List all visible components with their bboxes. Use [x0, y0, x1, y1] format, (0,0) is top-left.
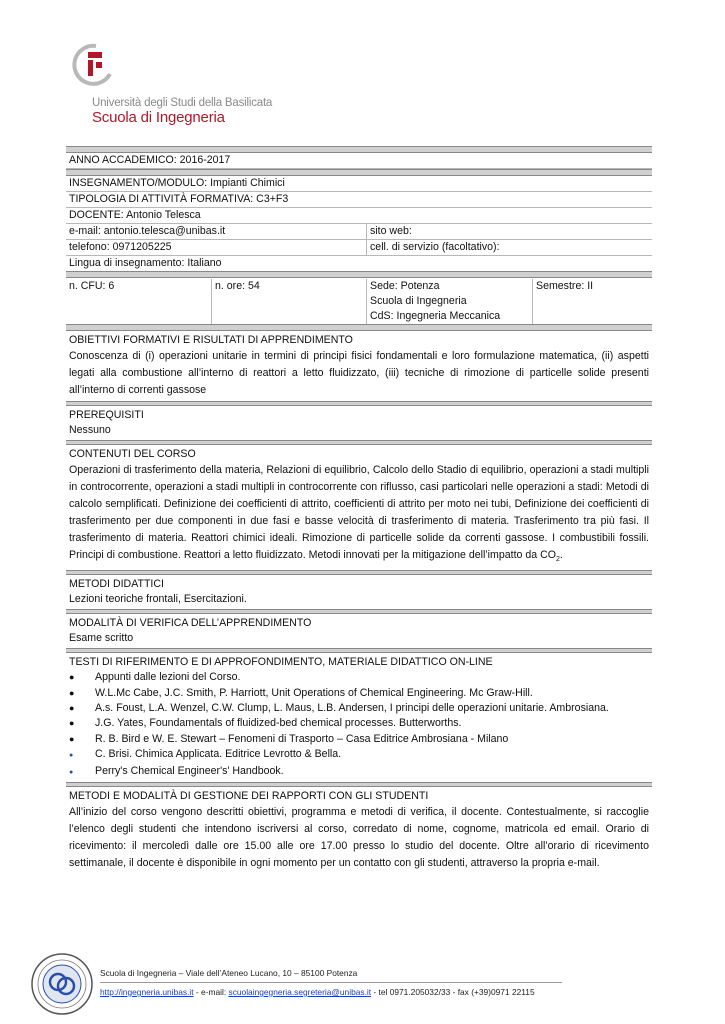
email-label: - e-mail: [193, 987, 229, 997]
course-form [66, 146, 652, 874]
bullet-icon: ● [69, 768, 74, 776]
divider [66, 271, 652, 278]
university-name: Università degli Studi della Basilicata [92, 97, 273, 109]
footer-divider [100, 982, 562, 983]
book-entry: W.L.Mc Cabe, J.C. Smith, P. Harriott, Unit Operations of Chemical Engineering. Mc Graw-Hill. [95, 686, 533, 699]
objectives-section [66, 333, 652, 401]
list-item [69, 670, 652, 685]
list-item [69, 686, 652, 701]
bullet-icon: ● [69, 718, 75, 729]
objectives-title: OBIETTIVI FORMATIVI E RISULTATI DI APPRENDIMENTO [69, 334, 353, 346]
hours-count: n. ore: 54 [211, 279, 366, 324]
contents-end: . [559, 549, 563, 561]
divider [66, 146, 652, 153]
relations-text: All’inizio del corso vengono descritti obiettivi, programma e metodi di verifica, il docente. Contestualmente, si raccoglie l’elenco degli studenti che intendono iscriversi al corso, corredato di nome, cognome, matricola ed email. Orario di ricevimento: il mercoledì dalle ore 15.00 alle ore 17.00 presso lo studio del docente. Oltre all’orario di ricevimento settimanale, il docente è disponibile in ogni momento per un contatto con gli studenti, attraverso la propria e-mail. [69, 805, 649, 869]
school-email-link[interactable]: scuolaingegneria.segreteria@unibas.it [228, 987, 372, 997]
footer-address: Scuola di Ingegneria – Viale dell’Ateneo Lucano, 10 – 85100 Potenza [100, 968, 358, 978]
book-entry: J.G. Yates, Foundamentals of fluidized-bed chemical processes. Butterworths. [95, 717, 462, 730]
list-item [69, 716, 652, 731]
school-website-link[interactable]: http://ingegneria.unibas.it [100, 987, 194, 997]
book-entry: Appunti dalle lezioni del Corso. [95, 671, 241, 684]
mobile-field: cell. di servizio (facoltativo): [366, 240, 652, 255]
location-degree: CdS: Ingegneria Meccanica [370, 310, 501, 322]
methods-title: METODI DIDATTICI [69, 578, 164, 591]
teacher-name: DOCENTE: Antonio Telesca [69, 209, 201, 221]
co2-subscript: 2 [555, 556, 560, 564]
exam-section [66, 616, 652, 648]
methods-section [66, 577, 652, 609]
relations-section [66, 789, 652, 874]
prereq-title: PREREQUISITI [69, 409, 144, 421]
contents-section [66, 447, 652, 570]
divider [66, 440, 652, 445]
bullet-icon: ● [69, 702, 75, 713]
location-city: Sede: Potenza [370, 280, 440, 292]
course-location [366, 279, 532, 324]
contents-text [66, 462, 652, 568]
divider [66, 609, 652, 614]
contents-body: Operazioni di trasferimento della materia, Relazioni di equilibrio, Calcolo dello Stadio di equilibrio, operazioni a stadi multipli in controcorrente, operazioni a stadi multipli in controcorrente con riflusso, casi particolari nelle operazioni a stadi: Metodi di calcolo semplificati. Definizione dei coefficienti di attrito, coefficienti di attrito per moto nei tubi, Definizione dei coefficienti di trasferimento per due componenti in due fasi e basse velocità di trasferimento di materia. Trasferimento tra più fasi. Il trasferimento di materia. Reattori chimici ideali. Rimozione di particelle solide da correnti gassose. I combustibili fossili. Principi di combustione. Reattori a letto fluidizzato. Metodi innovati per la mitigazione dell’impatto da CO [69, 464, 649, 561]
list-item [69, 747, 652, 763]
book-entry: A.s. Foust, L.A. Wenzel, C.W. Clump, L. Maus, L.B. Andersen, I principi delle operazioni unitarie. Ambrosiana. [95, 701, 609, 714]
books-section [66, 655, 652, 782]
divider [66, 570, 652, 575]
exam-text: Esame scritto [69, 632, 134, 645]
module-name: INSEGNAMENTO/MODULO: Impianti Chimici [69, 177, 285, 189]
university-seal-icon [30, 952, 94, 1016]
book-entry: R. B. Bird e W. E. Stewart – Fenomeni di Trasporto – Casa Editrice Ambrosiana - Milano [95, 732, 509, 745]
divider [66, 401, 652, 406]
bullet-icon: ● [69, 672, 75, 683]
bullet-icon: ● [69, 687, 75, 698]
bullet-icon: ● [69, 752, 74, 760]
divider [66, 169, 652, 176]
teaching-language: Lingua di insegnamento: Italiano [69, 257, 222, 269]
books-list [66, 670, 652, 780]
contents-title: CONTENUTI DEL CORSO [69, 448, 196, 460]
location-school: Scuola di Ingegneria [370, 295, 467, 307]
books-title: TESTI DI RIFERIMENTO E DI APPROFONDIMENTO, MATERIALE DIDATTICO ON-LINE [69, 656, 493, 669]
unibas-logo-icon [70, 42, 114, 88]
objectives-text: Conoscenza di (i) operazioni unitarie in termini di principi fisici fondamentali e loro formulazione matematica, (ii) aspetti legati alla combustione all’interno di reattori a letto fluidizzato, (iii) tecniche di rimozione di particelle solide presenti all’interno di correnti gassose [69, 350, 649, 396]
methods-text: Lezioni teoriche frontali, Esercitazioni. [69, 593, 247, 606]
list-item [69, 701, 652, 716]
list-item [69, 764, 652, 780]
semester: Semestre: II [532, 279, 652, 324]
exam-title: MODALITÀ DI VERIFICA DELL’APPRENDIMENTO [69, 617, 312, 630]
divider [66, 648, 652, 653]
divider [66, 324, 652, 331]
activity-type: TIPOLOGIA DI ATTIVITÀ FORMATIVA: C3+F3 [69, 193, 289, 205]
phone-fax: - tel 0971.205032/33 - fax (+39)0971 22115 [371, 987, 535, 997]
cfu-count: n. CFU: 6 [69, 280, 115, 292]
prereq-text: Nessuno [69, 424, 111, 436]
academic-year: ANNO ACCADEMICO: 2016-2017 [69, 154, 231, 166]
relations-title: METODI E MODALITÀ DI GESTIONE DEI RAPPORTI CON GLI STUDENTI [69, 789, 429, 802]
bullet-icon: ● [69, 733, 75, 744]
teacher-email: e-mail: antonio.telesca@unibas.it [69, 225, 226, 237]
divider [66, 782, 652, 787]
book-entry: C. Brisi. Chimica Applicata. Editrice Levrotto & Bella. [95, 748, 342, 761]
teacher-phone: telefono: 0971205225 [69, 241, 172, 253]
prereq-section [66, 408, 652, 440]
book-entry: Perry's Chemical Engineer's' Handbook. [95, 764, 284, 777]
website-field: sito web: [366, 224, 652, 239]
list-item [69, 732, 652, 747]
school-name: Scuola di Ingegneria [92, 109, 225, 126]
footer-contacts [100, 987, 535, 997]
